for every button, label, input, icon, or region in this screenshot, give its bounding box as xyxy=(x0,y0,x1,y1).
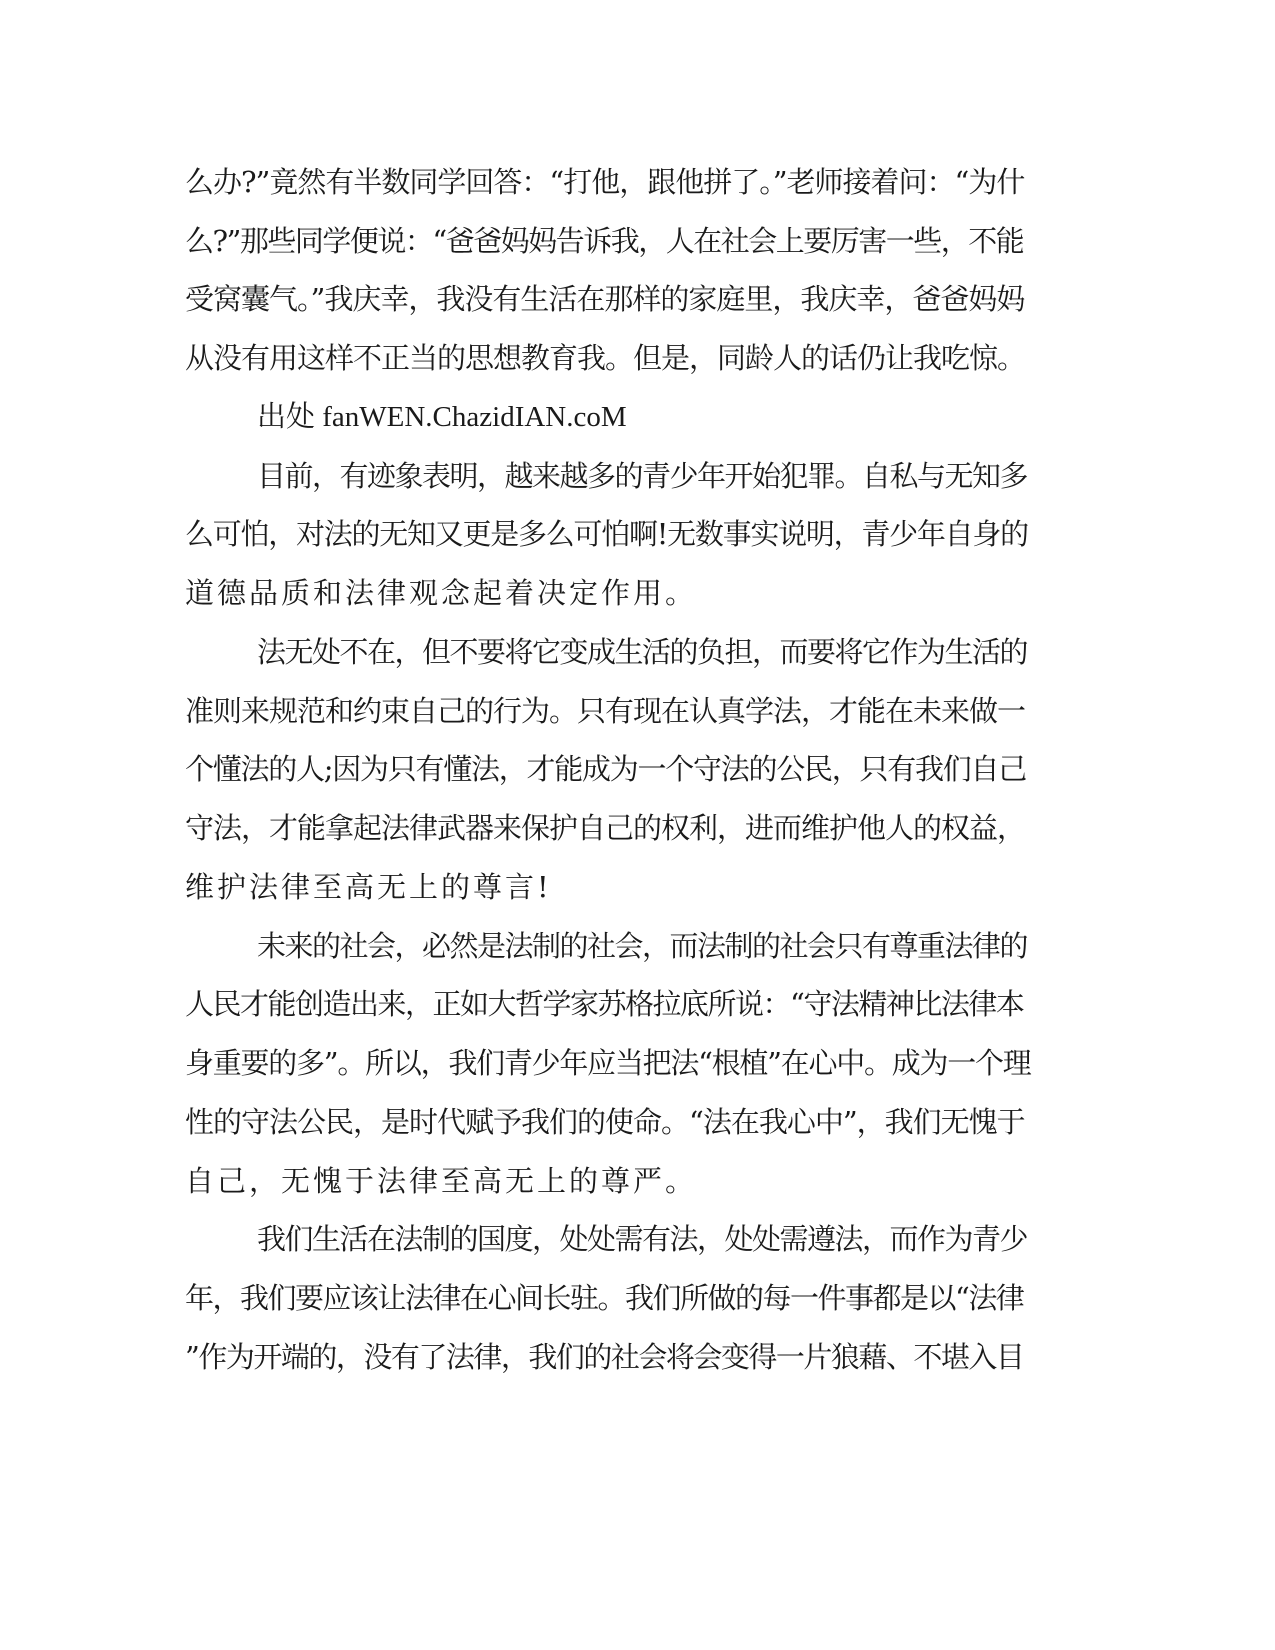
text-line: 么可怕，对法的无知又更是多么可怕啊!无数事实说明，青少年自身的 xyxy=(185,517,1028,551)
text-line: 受窝囊气。”我庆幸，我没有生活在那样的家庭里，我庆幸，爸爸妈妈 xyxy=(185,282,1025,316)
text-line: 人民才能创造出来，正如大哲学家苏格拉底所说：“守法精神比法律本 xyxy=(185,987,1024,1021)
text-line: 么办?”竟然有半数同学回答：“打他，跟他拼了。”老师接着问：“为什 xyxy=(185,165,1025,199)
text-line: 年，我们要应该让法律在心间长驻。我们所做的每一件事都是以“法律 xyxy=(185,1281,1024,1315)
text-line: 准则来规范和约束自己的行为。只有现在认真学法，才能在未来做一 xyxy=(185,694,1026,728)
paragraph-first-line: 目前，有迹象表明，越来越多的青少年开始犯罪。自私与无知多 xyxy=(257,459,1028,493)
paragraph-first-line: 我们生活在法制的国度，处处需有法，处处需遵法，而作为青少 xyxy=(257,1222,1028,1256)
text-line: 守法，才能拿起法律武器来保护自己的权利，进而维护他人的权益， xyxy=(185,811,1026,845)
text-line: 身重要的多”。所以，我们青少年应当把法“根植”在心中。成为一个理 xyxy=(185,1046,1031,1080)
text-line: 道德品质和法律观念起着决定作用。 xyxy=(185,576,698,610)
text-line: 性的守法公民，是时代赋予我们的使命。“法在我心中”，我们无愧于 xyxy=(185,1105,1025,1139)
text-line: 从没有用这样不正当的思想教育我。但是，同龄人的话仍让我吃惊。 xyxy=(185,341,1026,375)
text-line: 维护法律至高无上的尊言! xyxy=(185,870,552,904)
text-line: ”作为开端的，没有了法律，我们的社会将会变得一片狼藉、不堪入目 xyxy=(185,1340,1024,1374)
text-line: 自己，无愧于法律至高无上的尊严。 xyxy=(185,1164,698,1198)
text-line: 个懂法的人;因为只有懂法，才能成为一个守法的公民，只有我们自己 xyxy=(185,752,1027,786)
paragraph-first-line: 法无处不在，但不要将它变成生活的负担，而要将它作为生活的 xyxy=(257,635,1028,669)
source-line: 出处 fanWEN.ChazidIAN.coM xyxy=(257,401,627,433)
text-line: 么?”那些同学便说：“爸爸妈妈告诉我，人在社会上要厉害一些，不能 xyxy=(185,224,1024,258)
paragraph-first-line: 未来的社会，必然是法制的社会，而法制的社会只有尊重法律的 xyxy=(257,929,1028,963)
